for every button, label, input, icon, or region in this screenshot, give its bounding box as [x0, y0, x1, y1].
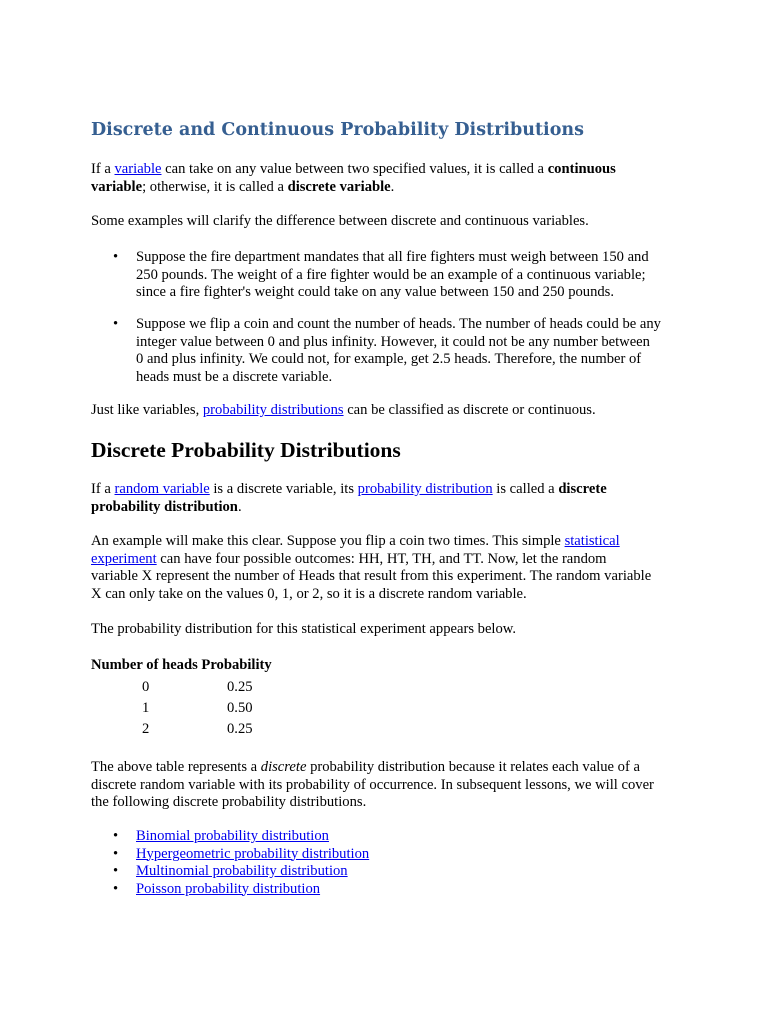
table-cell-probability: 0.25 — [227, 721, 253, 737]
table-cell-probability: 0.50 — [227, 700, 253, 716]
example-paragraph: An example will make this clear. Suppose you flip a coin two times. This simple statistical experiment can have four possible outcomes: HH, HT, TH, and TT. Now, let the random variable X represent the number of Heads that result from this experiment. The random variable X can only take on the values 0, 1, or 2, so it is a discrete random variable. — [91, 533, 652, 602]
bullet-icon: • — [113, 249, 119, 265]
intro-text-1: If a — [91, 161, 115, 177]
bullet-icon: • — [113, 863, 119, 879]
link-hypergeometric-distribution[interactable]: Hypergeometric probability distribution — [136, 845, 370, 862]
table-cell-heads: 1 — [142, 700, 150, 716]
link-poisson-distribution[interactable]: Poisson probability distribution — [136, 880, 321, 897]
intro-bold-discrete-variable: discrete variable — [287, 178, 391, 195]
table-intro: The probability distribution for this statistical experiment appears below. — [91, 621, 517, 637]
link-variable[interactable]: variable — [114, 161, 162, 177]
link-multinomial-distribution[interactable]: Multinomial probability distribution — [136, 863, 348, 879]
bullet-icon: • — [113, 316, 119, 332]
link-statistical[interactable]: statistical — [564, 533, 620, 549]
intro-bold-continuous: continuous — [547, 161, 616, 177]
intro-paragraph — [91, 161, 691, 196]
intro-bold-variable: variable — [91, 178, 143, 195]
page-title: Discrete and Continuous Probability Distributions — [91, 120, 584, 140]
intro-text-3: ; otherwise, it is called a — [142, 178, 288, 195]
example-2-text: Suppose we flip a coin and count the number of heads. The number of heads could be any integer value between 0 and plus infinity. However, it could not be any number between 0 and plus infinity. We could not, for example, get 2.5 heads. Therefore, the number of heads must be a discrete variable. — [136, 316, 661, 385]
link-probability-distribution[interactable]: probability distribution — [357, 481, 493, 497]
link-probability-distributions[interactable]: probability distributions — [202, 402, 344, 418]
definition-paragraph: If a random variable is a discrete variable, its probability distribution is called a discrete probability distribution. — [91, 481, 607, 515]
link-binomial-distribution[interactable]: Binomial probability distribution — [136, 828, 329, 844]
table-cell-heads: 2 — [142, 721, 150, 737]
example-1-text: Suppose the fire department mandates that all fire fighters must weigh between 150 and 250 pounds. The weight of a fire fighter would be an example of a continuous variable; since a fire fighter's weight could take on any value between 150 and 250 pounds. — [136, 249, 649, 300]
bullet-icon: • — [113, 828, 119, 844]
intro-text-2: can take on any value between two specified values, it is called a — [161, 161, 548, 177]
link-random-variable[interactable]: random variable — [114, 481, 210, 497]
explain-paragraph: The above table represents a discrete probability distribution because it relates each value of a discrete random variable with its probability of occurrence. In subsequent lessons, we will cover the following discrete probability distributions. — [91, 759, 654, 810]
table-header: Number of heads Probability — [91, 657, 272, 673]
bullet-icon: • — [113, 845, 119, 862]
intro-text-4: . — [390, 178, 395, 195]
just-like-paragraph: Just like variables, probability distributions can be classified as discrete or continuous. — [91, 402, 596, 418]
section-title: Discrete Probability Distributions — [91, 438, 401, 462]
table-cell-heads: 0 — [142, 679, 150, 695]
examples-intro: Some examples will clarify the difference between discrete and continuous variables. — [91, 213, 589, 229]
table-cell-probability: 0.25 — [227, 679, 253, 695]
link-experiment[interactable]: experiment — [91, 550, 157, 567]
bullet-icon: • — [113, 880, 119, 897]
